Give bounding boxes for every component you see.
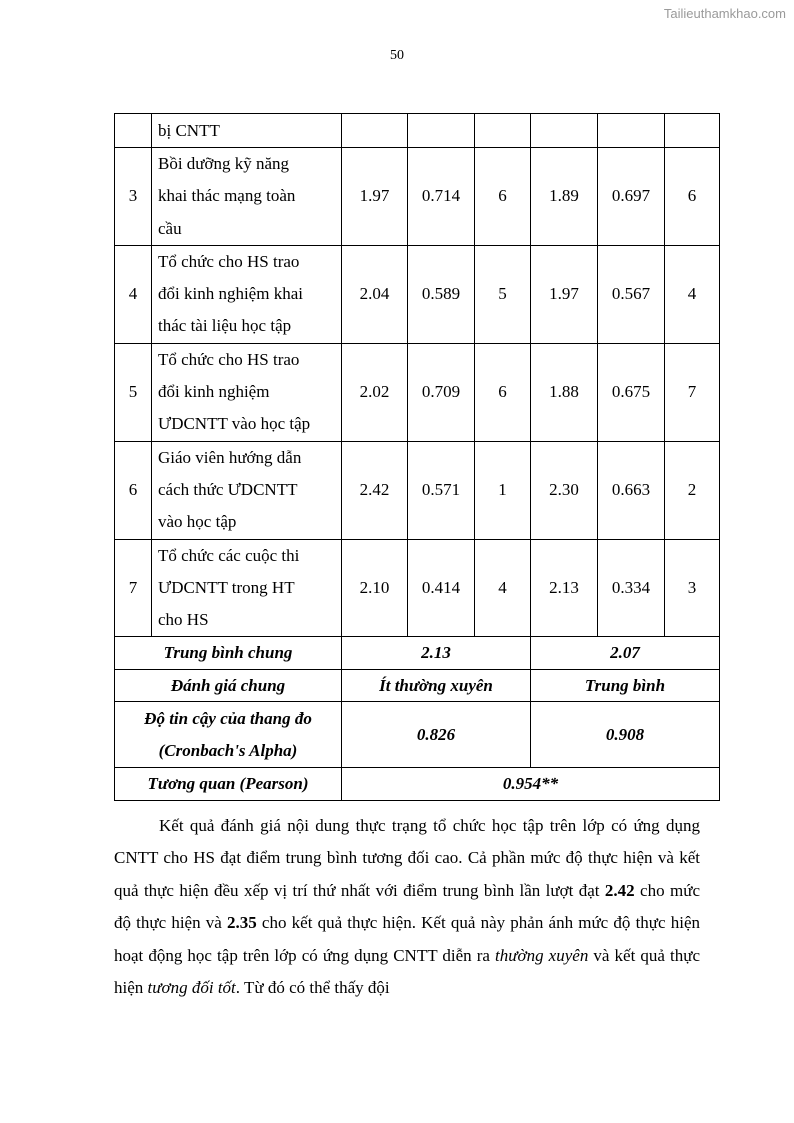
mean-1-cell: 2.42 <box>342 441 408 539</box>
rank-1-cell: 1 <box>475 441 531 539</box>
rank-2-cell: 4 <box>665 245 720 343</box>
mean-1-cell: 2.02 <box>342 343 408 441</box>
sd-1-cell: 0.709 <box>408 343 475 441</box>
stt-cell: 7 <box>115 539 152 637</box>
evaluation-label: Đánh giá chung <box>115 670 342 702</box>
mean-2-cell: 2.13 <box>531 539 598 637</box>
sd-2-cell: 0.697 <box>598 148 665 246</box>
para-text-1: Kết quả đánh giá nội dung thực trạng tổ chức học tập trên lớp có ứng dụng CNTT cho HS đạt điểm trung bình tương đối cao. Cả phần mức độ thực hiện và kết quả thực hiện đều xếp vị trí thứ nhất với điểm trung bình lần lượt đạt <box>114 816 700 900</box>
sd-1-cell: 0.414 <box>408 539 475 637</box>
stt-cell: 6 <box>115 441 152 539</box>
sd-2-cell: 0.675 <box>598 343 665 441</box>
correlation-value: 0.954** <box>342 768 720 801</box>
content-line: cầu <box>158 218 182 238</box>
content-line: Bồi dưỡng kỹ năng <box>158 154 290 173</box>
sd-2-cell: 0.334 <box>598 539 665 637</box>
para-text-2: cho mức độ thực hiện và <box>114 880 700 933</box>
content-line: đổi kinh nghiệm <box>158 382 270 402</box>
content-line: vào học tập <box>158 512 237 532</box>
average-row <box>115 637 720 670</box>
content-line: khai thác mạng toàn <box>158 186 296 206</box>
correlation-row <box>115 768 720 801</box>
average-value-2: 2.07 <box>531 637 720 670</box>
rank-2-cell: 3 <box>665 539 720 637</box>
content-line: Tổ chức cho HS trao <box>158 349 300 369</box>
reliability-label-line-2: (Cronbach's Alpha) <box>158 740 298 760</box>
table-row <box>115 441 720 539</box>
content-cell <box>152 245 342 343</box>
reliability-row <box>115 702 720 768</box>
alpha-value-2: 0.908 <box>531 702 720 768</box>
stt-cell: 3 <box>115 148 152 246</box>
mean-2-cell: 1.88 <box>531 343 598 441</box>
content-line: Tổ chức các cuộc thi <box>158 545 300 565</box>
sd-2-cell: 0.663 <box>598 441 665 539</box>
content-line: Giáo viên hướng dẫn <box>158 447 302 467</box>
content-cell: bị CNTT <box>152 114 342 148</box>
content-line: thác tài liệu học tập <box>158 316 292 336</box>
watermark: Tailieuthamkhao.com <box>663 6 786 21</box>
evaluation-row <box>115 670 720 702</box>
evaluation-value-1: Ít thường xuyên <box>342 670 531 702</box>
mean-2-cell: 1.89 <box>531 148 598 246</box>
mean-1-cell: 2.04 <box>342 245 408 343</box>
content-cell <box>152 539 342 637</box>
para-text-5: . Từ đó có thể thấy đội <box>235 978 390 998</box>
results-table <box>114 113 720 801</box>
evaluation-value-2: Trung bình <box>531 670 720 702</box>
content-cell <box>152 148 342 246</box>
average-value-1: 2.13 <box>342 637 531 670</box>
para-text-4: và kết quả thực hiện <box>114 945 700 998</box>
table-row <box>115 539 720 637</box>
mean-1-cell: 1.97 <box>342 148 408 246</box>
stt-cell: 5 <box>115 343 152 441</box>
sd-1-cell: 0.714 <box>408 148 475 246</box>
body-paragraph <box>114 810 700 1004</box>
reliability-label-line-1: Độ tin cậy của thang đo <box>144 708 312 728</box>
para-bold-2: 2.35 <box>227 913 257 933</box>
stt-cell: 4 <box>115 245 152 343</box>
para-bold-1: 2.42 <box>604 880 635 900</box>
content-line: ƯDCNTT trong HT <box>158 577 295 597</box>
para-italic-1: thường xuyên <box>495 945 589 965</box>
reliability-label <box>115 702 342 768</box>
table-row-partial <box>115 114 720 148</box>
rank-2-cell: 2 <box>665 441 720 539</box>
rank-1-cell: 4 <box>475 539 531 637</box>
average-label: Trung bình chung <box>115 637 342 670</box>
rank-1-cell: 5 <box>475 245 531 343</box>
mean-2-cell: 1.97 <box>531 245 598 343</box>
content-line: cho HS <box>158 610 209 630</box>
table-row <box>115 148 720 246</box>
sd-2-cell: 0.567 <box>598 245 665 343</box>
para-italic-2: tương đối tốt <box>147 978 236 998</box>
correlation-label: Tương quan (Pearson) <box>115 768 342 801</box>
mean-2-cell: 2.30 <box>531 441 598 539</box>
sd-1-cell: 0.589 <box>408 245 475 343</box>
content-cell <box>152 343 342 441</box>
table-row <box>115 245 720 343</box>
alpha-value-1: 0.826 <box>342 702 531 768</box>
rank-1-cell: 6 <box>475 343 531 441</box>
rank-2-cell: 7 <box>665 343 720 441</box>
content-line: Tổ chức cho HS trao <box>158 251 300 271</box>
content-line: ƯDCNTT vào học tập <box>158 414 311 434</box>
content-line: cách thức ƯDCNTT <box>158 479 298 499</box>
content-line: đổi kinh nghiệm khai <box>158 284 303 304</box>
table-row <box>115 343 720 441</box>
content-cell <box>152 441 342 539</box>
sd-1-cell: 0.571 <box>408 441 475 539</box>
mean-1-cell: 2.10 <box>342 539 408 637</box>
rank-1-cell: 6 <box>475 148 531 246</box>
rank-2-cell: 6 <box>665 148 720 246</box>
page-number: 50 <box>390 48 404 63</box>
para-text-3: cho kết quả thực hiện. Kết quả này phản ánh mức độ thực hiện hoạt động học tập trên lớp có ứng dụng CNTT diễn ra <box>114 913 701 965</box>
